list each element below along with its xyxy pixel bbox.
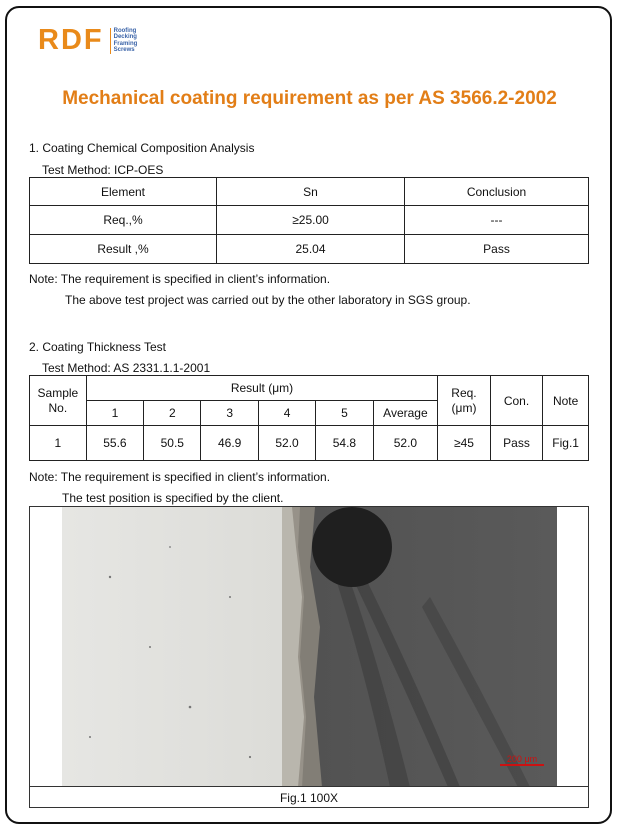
table-cell: ≥25.00 [217,206,405,235]
table-row [30,235,589,264]
subheader-cell: 5 [316,401,373,426]
micrograph-figure [29,506,589,808]
subheader-cell: Average [373,401,438,426]
header-cell-req: Req. (μm) [438,376,491,426]
table-cell: Pass [405,235,589,264]
table-cell: Fig.1 [543,426,589,461]
section1-heading: 1. Coating Chemical Composition Analysis [29,141,255,155]
header-cell-con: Con. [490,376,543,426]
table-cell: Pass [490,426,543,461]
section2-method: Test Method: AS 2331.1.1-2001 [42,361,211,375]
figure-caption: Fig.1 100X [29,786,589,808]
composition-table [29,177,589,264]
page-title: Mechanical coating requirement as per AS 3566.2-2002 [62,88,557,109]
subheader-cell: 3 [201,401,258,426]
subheader-cell: 1 [86,401,143,426]
header-cell-sample: Sample No. [30,376,87,426]
subheader-cell: 4 [258,401,315,426]
table-cell: Req.,% [30,206,217,235]
table-cell: 55.6 [86,426,143,461]
section1-method: Test Method: ICP-OES [42,163,164,177]
note-2-detail: The test position is specified by the client. [62,491,284,505]
rdf-logo [38,24,137,57]
header-cell: Conclusion [405,178,589,206]
header-cell: Sn [217,178,405,206]
logo-tagline-line: Decking [113,34,137,40]
logo-wordmark: RDF [38,24,104,56]
header-cell: Element [30,178,217,206]
table-row [30,206,589,235]
header-cell-result: Result (μm) [86,376,438,401]
header-cell-note: Note [543,376,589,426]
note-1-detail: The above test project was carried out by the other laboratory in SGS group. [65,293,471,307]
table-cell: 46.9 [201,426,258,461]
subheader-cell: 2 [144,401,201,426]
table-cell: 50.5 [144,426,201,461]
scale-bar-label: 200 μm [506,754,538,764]
table-row [30,426,589,461]
table-cell: 1 [30,426,87,461]
table-cell: 54.8 [316,426,373,461]
table-cell: 52.0 [258,426,315,461]
table-cell: Result ,% [30,235,217,264]
table-cell: --- [405,206,589,235]
table-header-row [30,376,589,401]
note-2: Note: The requirement is specified in client’s information. [29,470,331,484]
logo-tagline-line: Framing [113,40,138,47]
section2-heading: 2. Coating Thickness Test [29,340,166,354]
micrograph-image [30,507,589,808]
table-cell: ≥45 [438,426,491,461]
logo-tagline [110,28,138,54]
table-cell: 25.04 [217,235,405,264]
note-1: Note: The requirement is specified in client’s information. [29,272,331,286]
thickness-table [29,375,589,461]
table-header-row [30,178,589,206]
logo-tagline-line: Roofing [113,27,137,34]
logo-tagline-line: Screws [113,47,135,53]
table-cell: 52.0 [373,426,438,461]
